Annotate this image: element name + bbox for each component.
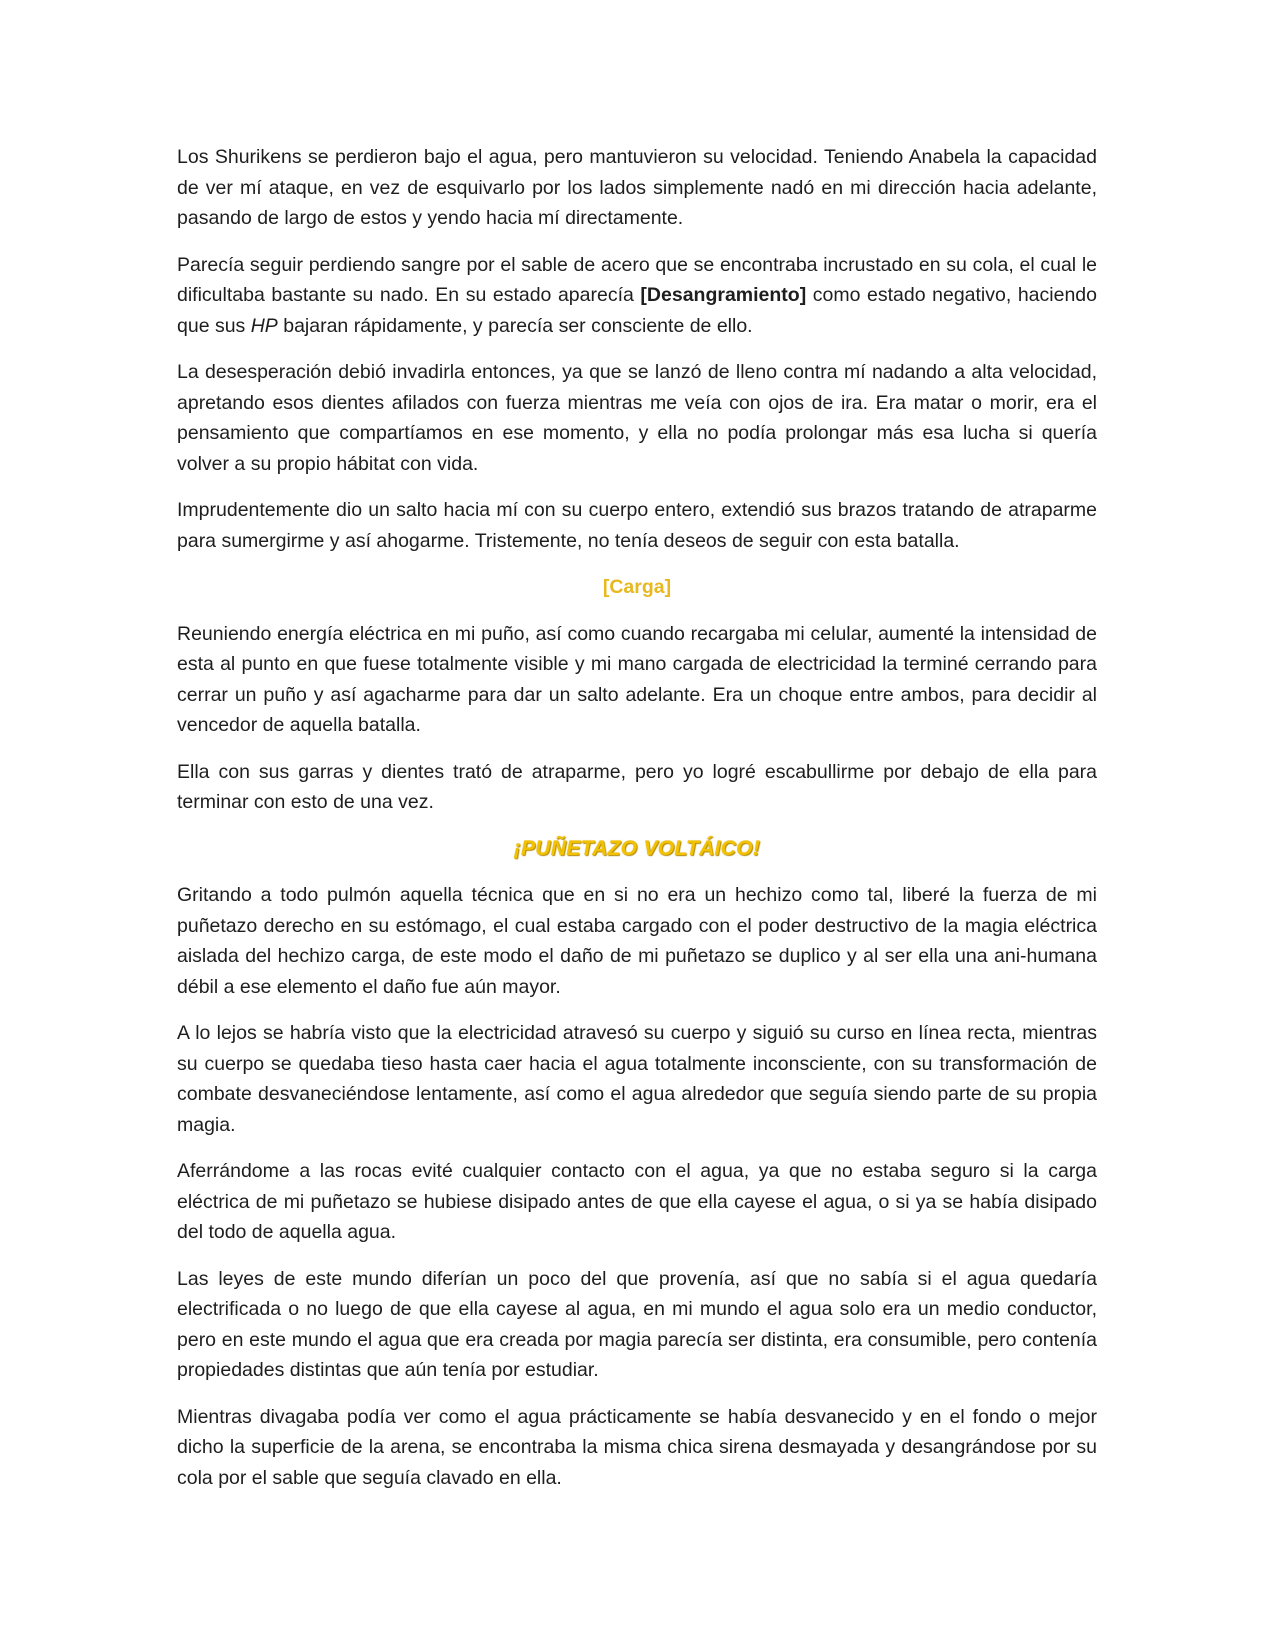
paragraph-10: Las leyes de este mundo diferían un poco del que provenía, así que no sabía si el agua quedaría electrificada o no luego de que ella cayese al agua, en mi mundo el agua solo era un medio conductor, pero en este mundo el agua que era creada por magia parecía ser distinta, era consumible, pero contenía propiedades distintas que aún tenía por estudiar.	[177, 1267, 1097, 1381]
paragraph-7: Gritando a todo pulmón aquella técnica que en si no era un hechizo como tal, liberé la fuerza de mi puñetazo derecho en su estómago, el cual estaba cargado con el poder destructivo de la magia eléctrica aislada del hechizo carga, de este modo el daño de mi puñetazo se duplico y al ser ella una ani-humana débil a ese elemento el daño fue aún mayor.	[177, 884, 1097, 998]
paragraph-5: Reuniendo energía eléctrica en mi puño, así como cuando recargaba mi celular, aumenté la intensidad de esta al punto en que fuese totalmente visible y mi mano cargada de electricidad la terminé cerrando para cerrar un puño y así agacharme para dar un salto adelante. Era un choque entre ambos, para decidir al vencedor de aquella batalla.	[177, 622, 1097, 736]
hp-term: HP	[250, 314, 278, 337]
paragraph-1: Los Shurikens se perdieron bajo el agua, pero mantuvieron su velocidad. Teniendo Anabela la capacidad de ver mí ataque, en vez de esquivarlo por los lados simplemente nadó en mi dirección hacia adelante, pasando de largo de estos y yendo hacia mí directamente.	[177, 146, 1097, 229]
paragraph-2-text-a: Parecía seguir perdiendo sangre por el sable de acero que se encontraba incrustado en su cola, el cual le dificultaba bastante su nado. En su estado aparecía	[177, 253, 1097, 306]
status-effect-desangramiento: [Desangramiento]	[640, 284, 807, 306]
paragraph-8: A lo lejos se habría visto que la electricidad atravesó su cuerpo y siguió su curso en línea recta, mientras su cuerpo se quedaba tieso hasta caer hacia el agua totalmente inconsciente, con su transformación de combate desvaneciéndose lentamente, así como el agua alrededor que seguía siendo parte de su propia magia.	[177, 1022, 1097, 1136]
paragraph-2	[177, 250, 1097, 342]
paragraph-2-text-b: como estado negativo, haciendo que sus	[177, 284, 1097, 337]
paragraph-6: Ella con sus garras y dientes trató de atraparme, pero yo logré escabullirme por debajo de ella para terminar con esto de una vez.	[177, 760, 1097, 813]
paragraph-2-text-c: bajaran rápidamente, y parecía ser consciente de ello.	[277, 314, 753, 337]
paragraph-9: Aferrándome a las rocas evité cualquier contacto con el agua, ya que no estaba seguro si la carga eléctrica de mi puñetazo se hubiese disipado antes de que ella cayese el agua, o si ya se había disipado del todo de aquella agua.	[177, 1160, 1097, 1243]
skill-label-carga: [Carga]	[602, 576, 672, 598]
document-page	[177, 142, 1097, 1509]
paragraph-11: Mientras divagaba podía ver como el agua prácticamente se había desvanecido y en el fondo o mejor dicho la superficie de la arena, se encontraba la misma chica sirena desmayada y desangrándose por su cola por el sable que seguía clavado en ella.	[177, 1405, 1097, 1489]
paragraph-4: Imprudentemente dio un salto hacia mí con su cuerpo entero, extendió sus brazos tratando de atraparme para sumergirme y así ahogarme. Tristemente, no tenía deseos de seguir con esta batalla.	[177, 499, 1097, 552]
attack-shout: ¡PUÑETAZO VOLTÁICO!	[513, 836, 761, 860]
paragraph-3: La desesperación debió invadirla entonces, ya que se lanzó de lleno contra mí nadando a alta velocidad, apretando esos dientes afilados con fuerza mientras me veía con ojos de ira. Era matar o morir, era el pensamiento que compartíamos en ese momento, y ella no podía prolongar más esa lucha si quería volver a su propio hábitat con vida.	[177, 361, 1097, 475]
